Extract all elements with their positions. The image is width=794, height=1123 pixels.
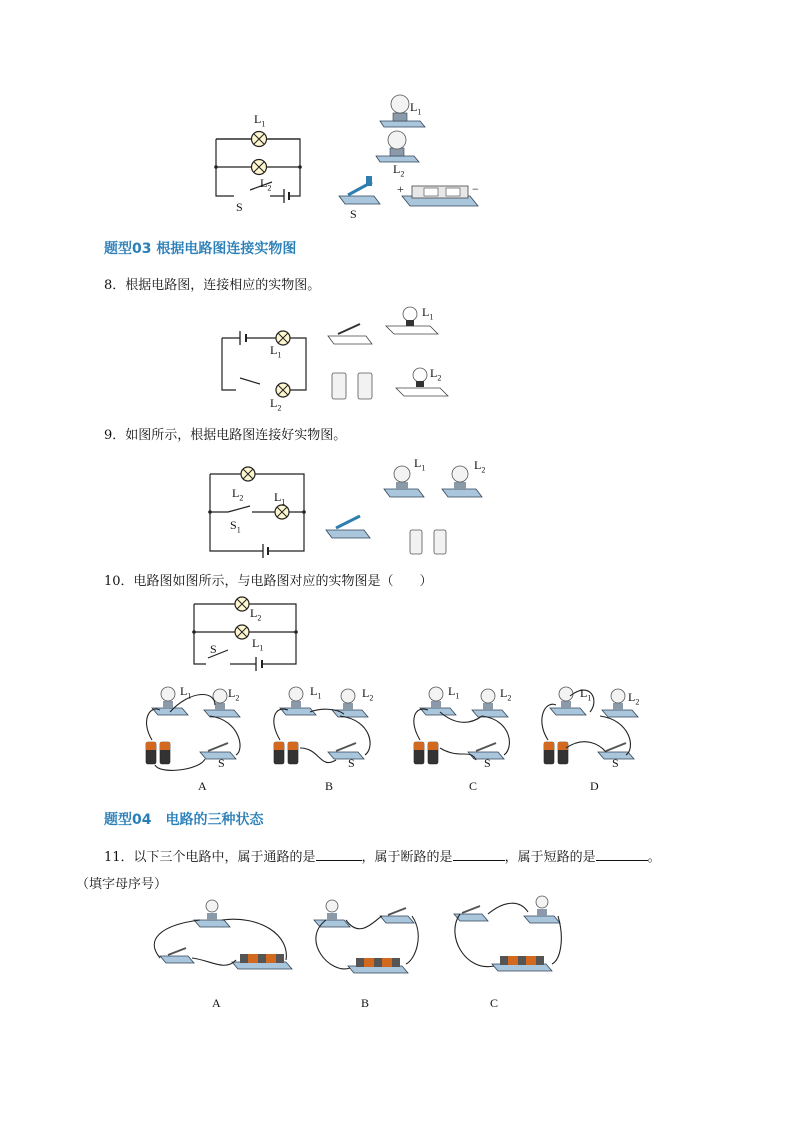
label-l1: $L_1$ bbox=[254, 112, 266, 129]
question-8: 8．根据电路图，连接相应的实物图。 bbox=[104, 278, 321, 293]
real-label-l1: $L_1$ bbox=[422, 305, 434, 322]
q11-figure-a bbox=[154, 900, 292, 969]
label-l1: $L_1$ bbox=[252, 636, 264, 653]
opt-d-s: S bbox=[612, 756, 619, 770]
label-l2: $L_2$ bbox=[232, 486, 244, 503]
label-l2: $L_2$ bbox=[250, 606, 262, 623]
real-label-l1: $L_1$ bbox=[410, 100, 422, 117]
minus-sign: − bbox=[472, 182, 479, 196]
question-11-note: （填字母序号） bbox=[76, 877, 168, 892]
opt-c-s: S bbox=[484, 756, 491, 770]
opt-b-s: S bbox=[348, 756, 355, 770]
option-c-label: C bbox=[469, 779, 478, 793]
label-s: S bbox=[236, 200, 243, 214]
option-b-label: B bbox=[325, 779, 334, 793]
opt-a-l1: $L_1$ bbox=[180, 684, 192, 701]
real-label-l1: $L_1$ bbox=[414, 456, 426, 473]
question-9: 9．如图所示，根据电路图连接好实物图。 bbox=[104, 428, 347, 443]
label-l1: $L_1$ bbox=[274, 490, 286, 507]
opt-a-l2: $L_2$ bbox=[228, 686, 240, 703]
label-l2: $L_2$ bbox=[260, 176, 272, 193]
label-l2: $L_2$ bbox=[270, 396, 282, 413]
question-10: 10．电路图如图所示，与电路图对应的实物图是（ ） bbox=[104, 574, 433, 589]
real-label-l2: $L_2$ bbox=[430, 366, 442, 383]
option-d-label: D bbox=[590, 779, 599, 793]
section-heading-03: 题型03 根据电路图连接实物图 bbox=[104, 241, 297, 257]
q11-option-b: B bbox=[361, 996, 370, 1010]
label-s: S bbox=[210, 642, 217, 656]
real-label-s: S bbox=[350, 207, 357, 221]
real-label-l2: $L_2$ bbox=[474, 458, 486, 475]
q11-figure-b bbox=[314, 900, 418, 973]
option-a-label: A bbox=[198, 779, 207, 793]
q11-option-c: C bbox=[490, 996, 499, 1010]
opt-d-l1: $L_1$ bbox=[580, 686, 592, 703]
q11-option-a: A bbox=[212, 996, 221, 1010]
question-11: 11．以下三个电路中，属于通路的是 ，属于断路的是 ，属于短路的是 。 bbox=[104, 850, 661, 865]
opt-a-s: S bbox=[218, 756, 225, 770]
opt-b-l2: $L_2$ bbox=[362, 686, 374, 703]
section-heading-04: 题型04 电路的三种状态 bbox=[104, 812, 264, 828]
real-label-l2: $L_2$ bbox=[393, 162, 405, 179]
opt-d-l2: $L_2$ bbox=[628, 690, 640, 707]
q11-figure-c bbox=[454, 896, 561, 971]
label-l1: $L_1$ bbox=[270, 343, 282, 360]
label-s1: $S_1$ bbox=[230, 518, 241, 535]
plus-sign: + bbox=[397, 182, 404, 196]
opt-b-l1: $L_1$ bbox=[310, 684, 322, 701]
opt-c-l2: $L_2$ bbox=[500, 686, 512, 703]
opt-c-l1: $L_1$ bbox=[448, 684, 460, 701]
